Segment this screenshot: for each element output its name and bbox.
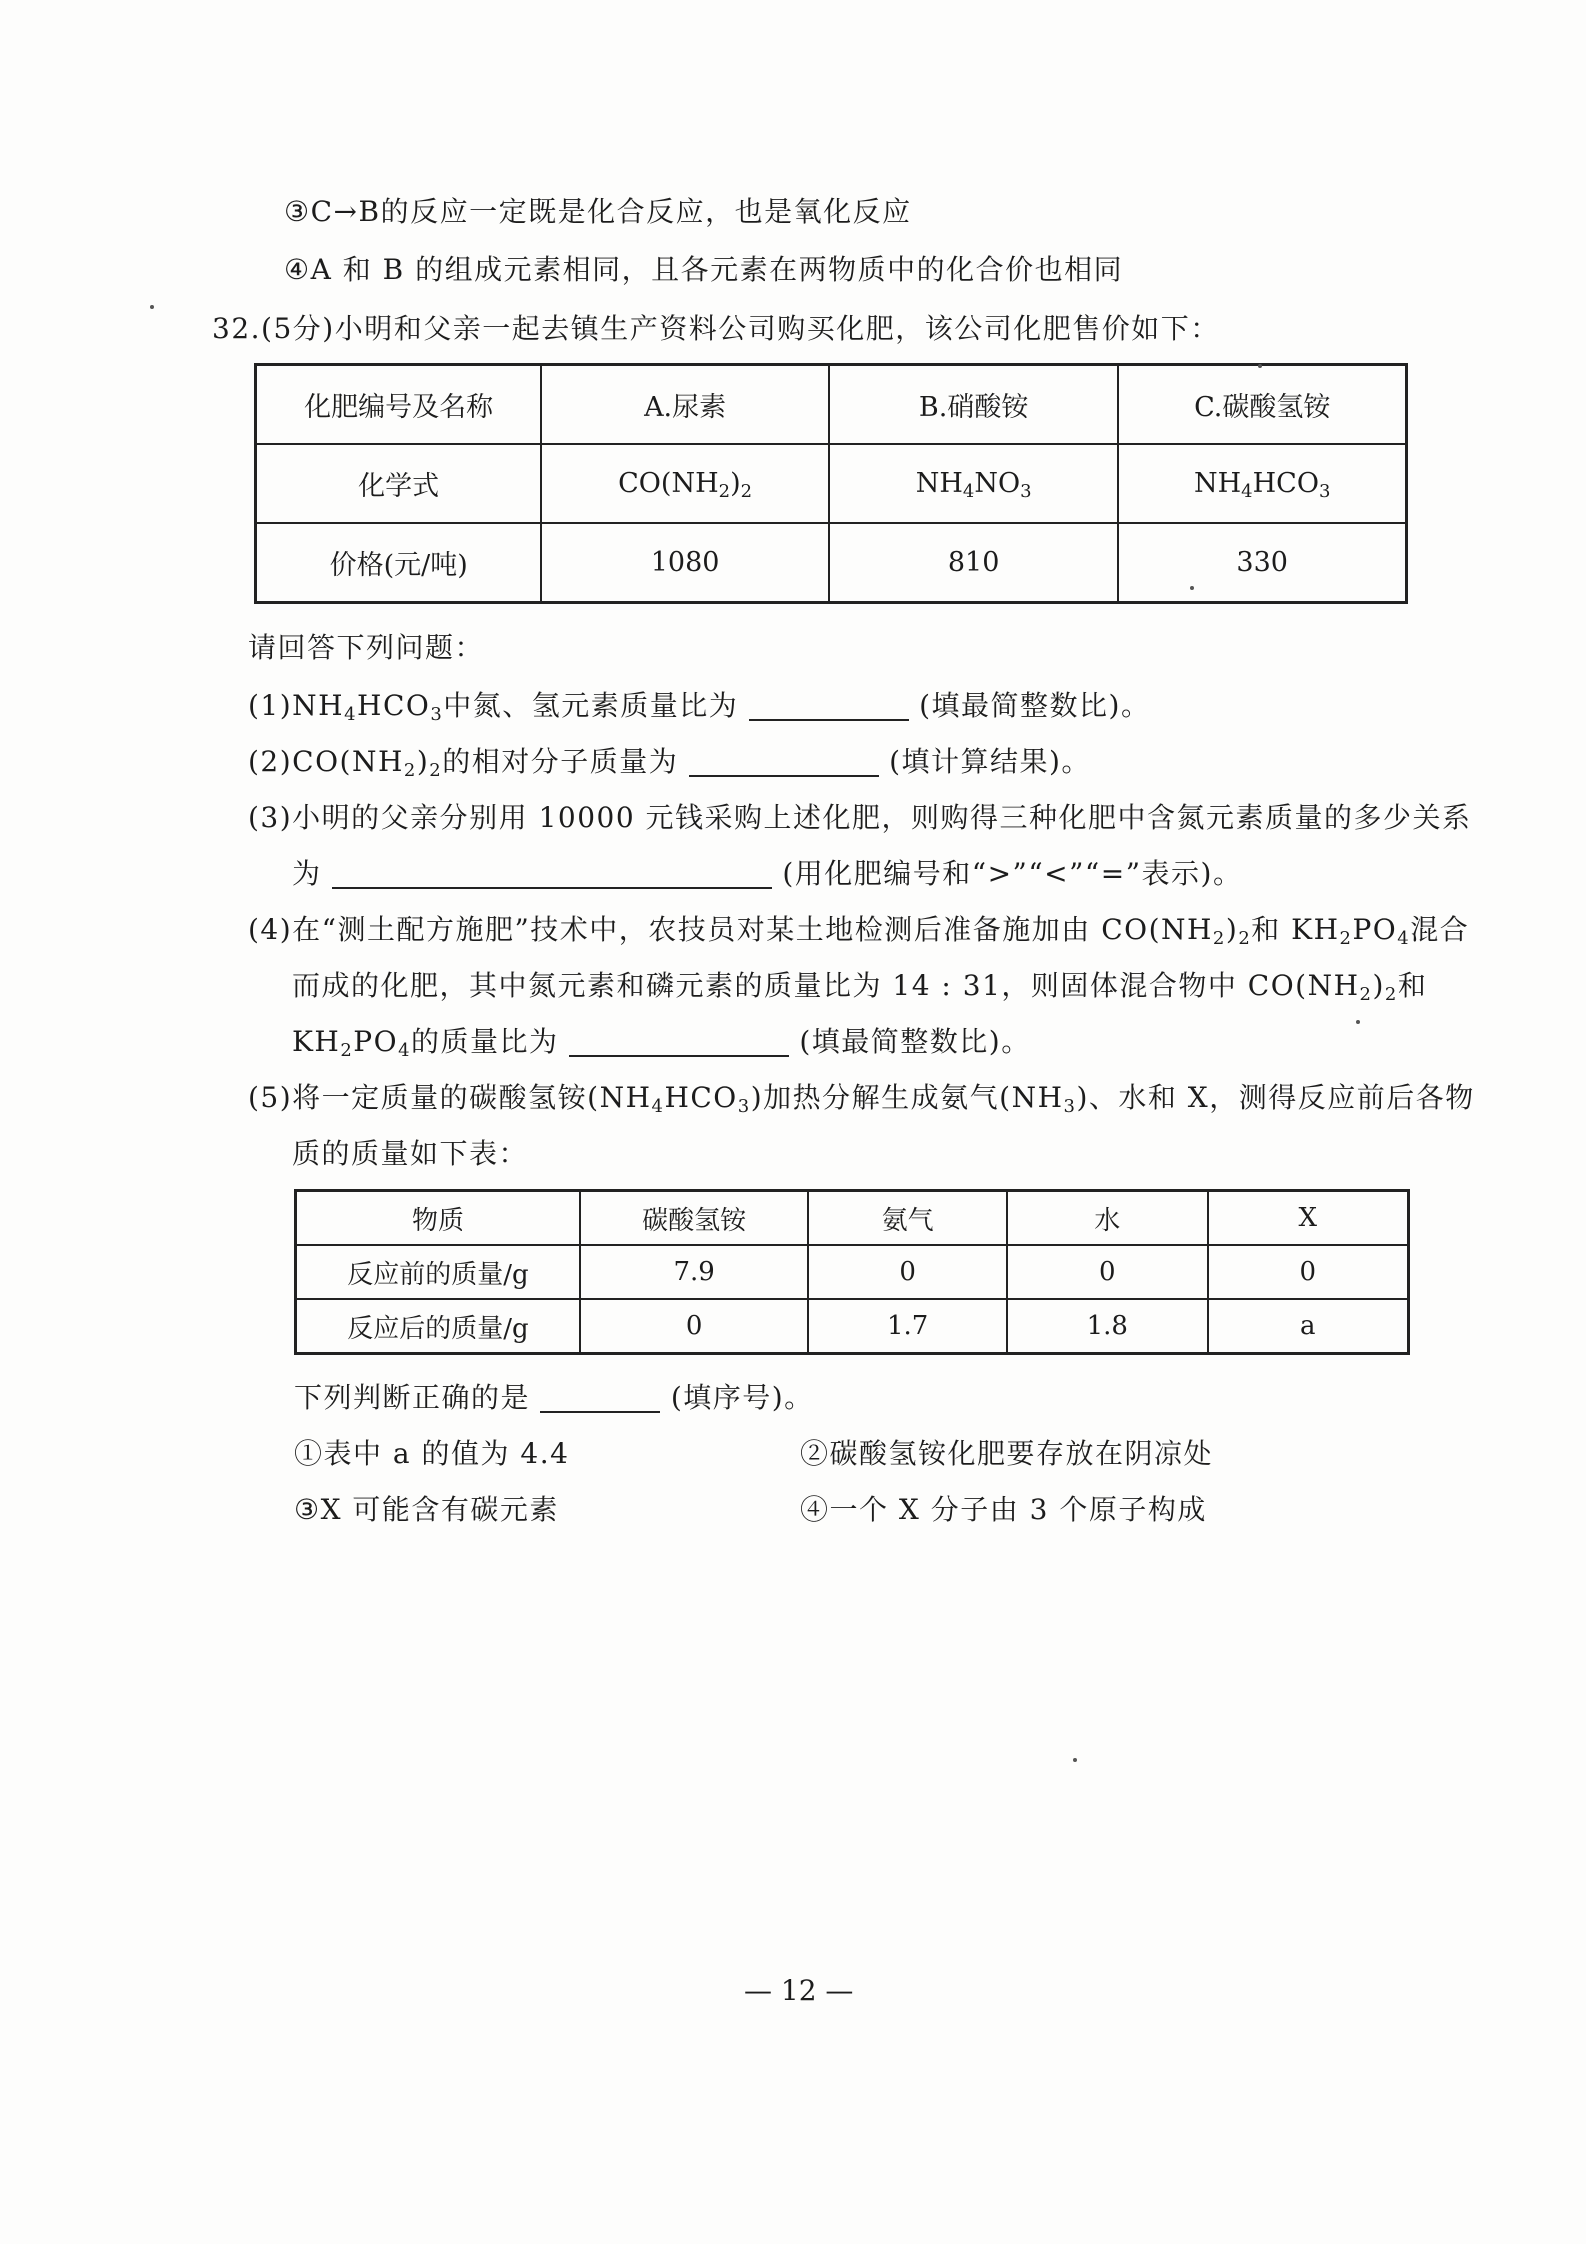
header-cell: 氨气 [808, 1191, 1007, 1246]
judge-question: 下列判断正确的是 (填序号)。 [294, 1381, 814, 1414]
table-cell: a [1208, 1299, 1409, 1354]
price-b: 810 [829, 523, 1119, 603]
table-cell: 0 [808, 1245, 1007, 1299]
previous-option-4: ④A 和 B 的组成元素相同，且各元素在两物质中的化合价也相同 [284, 253, 1124, 286]
row-header: 化肥编号及名称 [256, 365, 542, 445]
sub-question-5-line-1: (5)将一定质量的碳酸氢铵$(NH_4HCO_3)$加热分解生成氨气$(NH_3)$、水和 X，测得反应前后各物 [248, 1081, 1475, 1117]
table-cell: 1.8 [1007, 1299, 1208, 1354]
fertilizer-name-c: C.碳酸氢铵 [1118, 365, 1406, 445]
question-32-header: 32.(5分)小明和父亲一起去镇生产资料公司购买化肥，该公司化肥售价如下： [212, 312, 1220, 345]
formula-a: $CO(NH_2)_2$ [541, 444, 829, 523]
header-cell: 水 [1007, 1191, 1208, 1246]
sub-question-3-line-2: 为 (用化肥编号和“>”“<”“=”表示)。 [292, 857, 1243, 890]
answer-blank-5[interactable] [540, 1381, 660, 1413]
row-label: 反应后的质量/g [296, 1299, 580, 1354]
price-a: 1080 [541, 523, 829, 603]
price-c: 330 [1118, 523, 1406, 603]
scan-speck [1073, 1758, 1077, 1762]
scan-speck [1190, 586, 1194, 590]
row-header: 价格(元/吨) [256, 523, 542, 603]
fertilizer-price-table [254, 363, 1408, 604]
answer-blank-4[interactable] [569, 1025, 789, 1057]
scan-speck [1258, 364, 1262, 368]
table-row [296, 1191, 1409, 1246]
option-4: ④一个 X 分子由 3 个原子构成 [800, 1493, 1207, 1526]
sub-question-4-line-2: 而成的化肥，其中氮元素和磷元素的质量比为 14 : 31，则固体混合物中 $CO(NH_2)_2$和 [292, 969, 1428, 1005]
sub-question-4-line-3: $KH_2PO_4$的质量比为 (填最简整数比)。 [292, 1025, 1031, 1061]
previous-option-3: ③C→B的反应一定既是化合反应，也是氧化反应 [284, 195, 912, 228]
option-3: ③X 可能含有碳元素 [294, 1493, 559, 1526]
fertilizer-name-a: A.尿素 [541, 365, 829, 445]
header-cell: 物质 [296, 1191, 580, 1246]
table-row [296, 1299, 1409, 1354]
formula-b: $NH_4NO_3$ [829, 444, 1119, 523]
sub-question-4-line-1: (4)在“测土配方施肥”技术中，农技员对某土地检测后准备施加由 $CO(NH_2)_2$和 $KH_2PO_4$混合 [248, 913, 1470, 949]
table-row [256, 444, 1407, 523]
sub-question-5-line-2: 质的质量如下表： [292, 1137, 529, 1170]
header-cell: X [1208, 1191, 1409, 1246]
scan-speck [1356, 1020, 1360, 1024]
table-row [296, 1245, 1409, 1299]
sub-question-2: $(2)CO(NH_2)_2$的相对分子质量为 (填计算结果)。 [248, 745, 1091, 781]
formula-c: $NH_4HCO_3$ [1118, 444, 1406, 523]
page-number: — 12 — [744, 1974, 854, 2007]
table-cell: 0 [1208, 1245, 1409, 1299]
table-cell: 7.9 [580, 1245, 808, 1299]
reaction-mass-table [294, 1189, 1410, 1355]
table-row [256, 365, 1407, 445]
option-1: ①表中 a 的值为 4.4 [294, 1437, 570, 1470]
sub-question-3-line-1: (3)小明的父亲分别用 10000 元钱采购上述化肥，则购得三种化肥中含氮元素质量的多少关系 [248, 801, 1472, 834]
answer-blank-2[interactable] [689, 745, 879, 777]
header-cell: 碳酸氢铵 [580, 1191, 808, 1246]
table-row [256, 523, 1407, 603]
table-cell: 1.7 [808, 1299, 1007, 1354]
sub-question-1: $(1)NH_4HCO_3$中氮、氢元素质量比为 (填最简整数比)。 [248, 689, 1151, 725]
row-label: 反应前的质量/g [296, 1245, 580, 1299]
scan-speck [150, 305, 154, 309]
answer-blank-3[interactable] [332, 857, 772, 889]
option-2: ②碳酸氢铵化肥要存放在阴凉处 [800, 1437, 1214, 1470]
answer-blank-1[interactable] [749, 689, 909, 721]
table-cell: 0 [580, 1299, 808, 1354]
fertilizer-name-b: B.硝酸铵 [829, 365, 1119, 445]
prompt-text: 请回答下列问题： [248, 631, 485, 664]
table-cell: 0 [1007, 1245, 1208, 1299]
row-header: 化学式 [256, 444, 542, 523]
